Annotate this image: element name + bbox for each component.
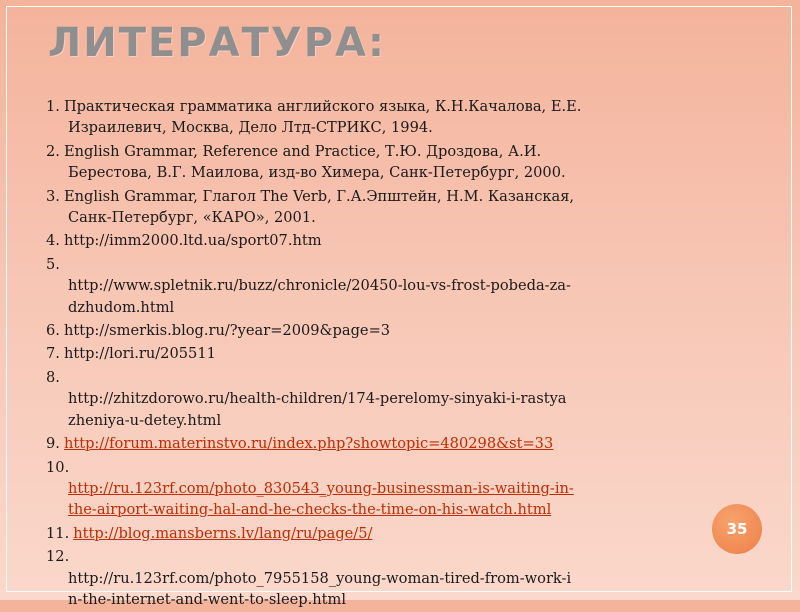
reference-text-cont: Берестова, В.Г. Маилова, изд-во Химера, Санк-Петербург, 2000. (68, 164, 566, 182)
reference-number: 8. (46, 368, 60, 386)
reference-number: 1. (46, 98, 60, 115)
reference-text-cont: Санк-Петербург, «КАРО», 2001. (68, 209, 316, 227)
reference-link[interactable]: http://forum.materinstvo.ru/index.php?showtopic=480298&st=33 (63, 435, 554, 453)
reference-item (46, 186, 676, 229)
reference-link[interactable]: http://ru.123rf.com/photo_830543_young-businessman-is-waiting-in- (68, 479, 574, 497)
reference-url-cont: n-the-internet-and-went-to-sleep.html (68, 590, 346, 608)
reference-item (46, 320, 676, 341)
reference-url: http://zhitzdorowo.ru/health-children/174-perelomy-sinyaki-i-rastya (68, 390, 567, 408)
reference-url: http://www.spletnik.ru/buzz/chronicle/20450-lou-vs-frost-pobeda-za- (68, 277, 571, 295)
reference-item (46, 367, 676, 431)
reference-item (46, 457, 676, 521)
reference-url-cont: dzhudom.html (68, 298, 175, 316)
reference-number: 3. (46, 187, 60, 205)
reference-text: Практическая грамматика английского языка, К.Н.Качалова, Е.Е. (63, 98, 582, 115)
page-number-badge: 35 (712, 504, 762, 554)
reference-text: English Grammar, Глагол The Verb, Г.А.Эпштейн, Н.М. Казанская, (63, 187, 575, 205)
reference-url: http://lori.ru/205511 (63, 345, 216, 363)
reference-item (46, 433, 676, 454)
reference-item (46, 523, 676, 544)
slide-title: ЛИТЕРАТУРА: (48, 20, 386, 66)
reference-item (46, 230, 676, 251)
reference-number: 10. (46, 458, 70, 476)
reference-link[interactable]: http://blog.mansberns.lv/lang/ru/page/5/ (73, 524, 373, 542)
reference-number: 12. (46, 548, 70, 566)
reference-number: 5. (46, 255, 60, 273)
reference-number: 6. (46, 322, 60, 340)
references-list (46, 96, 676, 612)
reference-number: 2. (46, 142, 60, 160)
reference-url: http://imm2000.ltd.ua/sport07.htm (63, 232, 322, 250)
reference-url: http://ru.123rf.com/photo_7955158_young-woman-tired-from-work-i (68, 569, 572, 587)
reference-item (46, 546, 676, 610)
reference-item (46, 141, 676, 184)
reference-item (46, 343, 676, 364)
reference-text-cont: Израилевич, Москва, Дело Лтд-СТРИКС, 1994. (68, 119, 433, 137)
reference-url-cont: zheniya-u-detey.html (68, 411, 222, 429)
reference-number: 9. (46, 435, 60, 453)
reference-url: http://smerkis.blog.ru/?year=2009&page=3 (63, 322, 391, 340)
reference-link-cont[interactable]: the-airport-waiting-hal-and-he-checks-the-time-on-his-watch.html (68, 501, 552, 519)
reference-item (46, 254, 676, 318)
reference-number: 7. (46, 345, 60, 363)
reference-item (46, 96, 676, 139)
reference-text: English Grammar, Reference and Practice, Т.Ю. Дроздова, А.И. (63, 142, 542, 160)
reference-number: 11. (46, 524, 70, 542)
reference-number: 4. (46, 232, 60, 250)
